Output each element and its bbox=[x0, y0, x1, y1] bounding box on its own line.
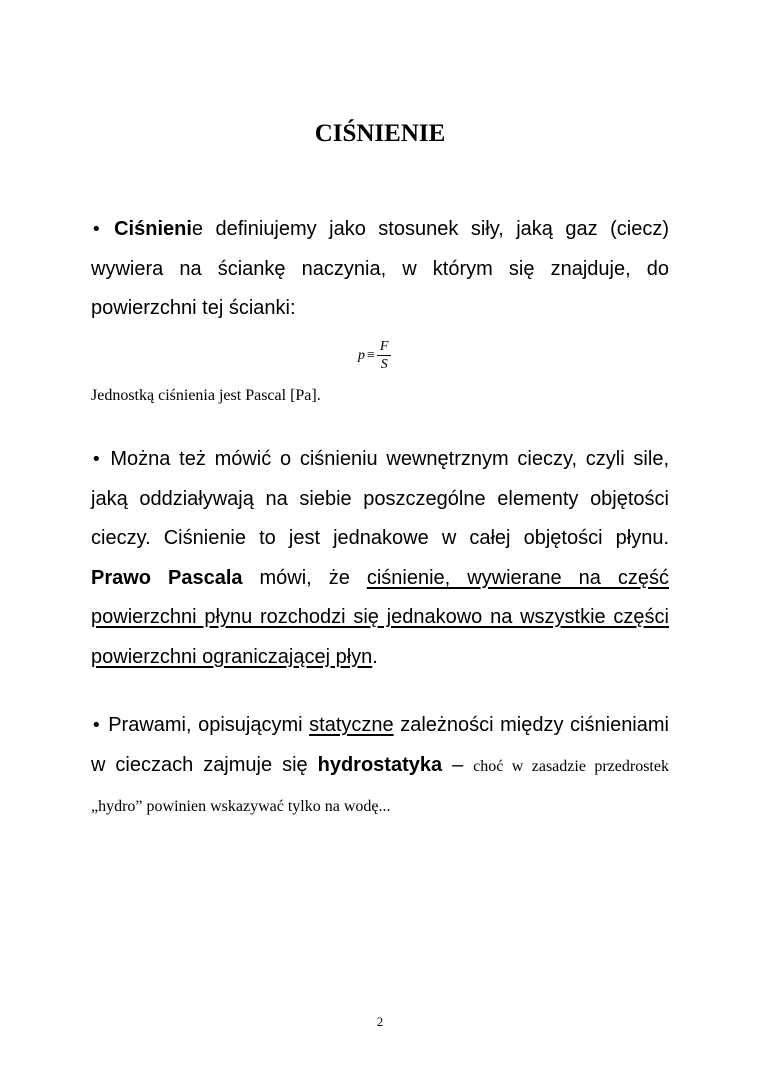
underlined-word-static: statyczne bbox=[309, 714, 394, 736]
paragraph-pascal-law bbox=[91, 440, 669, 677]
paragraph-hydrostatics bbox=[91, 706, 669, 827]
bullet-icon: • bbox=[91, 219, 102, 240]
formula-lhs: p bbox=[358, 347, 365, 363]
page-number: 2 bbox=[376, 1014, 384, 1029]
paragraph-text: mówi, że bbox=[259, 566, 350, 589]
formula-fraction bbox=[377, 338, 392, 373]
underlined-law-statement: ciśnienie, wywierane na część powierzchni płynu rozchodzi się jednakowo na wszystkie części powierzchni ograniczającej płyn bbox=[91, 566, 670, 668]
paragraph-text: zależności między ciśnieniami w cieczach zajmuje się bbox=[91, 714, 669, 776]
page-title: CIŚNIENIE bbox=[314, 120, 446, 147]
paragraph-pressure-definition bbox=[91, 210, 669, 329]
formula-numerator: F bbox=[377, 338, 392, 356]
paragraph-text: . bbox=[372, 645, 378, 668]
formula-operator: ≡ bbox=[367, 347, 375, 363]
note-hydro-prefix: choć w zasadzie przedrostek „hydro” powinien wskazywać tylko na wodę... bbox=[91, 757, 669, 815]
bold-term-pressure: Ciśnieni bbox=[114, 218, 192, 240]
em-dash: – bbox=[452, 753, 464, 776]
bold-term-pascal-law: Prawo Pascala bbox=[91, 566, 243, 589]
bold-term-hydrostatics: hydrostatyka bbox=[317, 753, 443, 776]
paragraph-text: Można też mówić o ciśnieniu wewnętrznym cieczy, czyli sile, jaką oddziaływają na siebie poszczególne elementy objętości cieczy. Ciśnienie to jest jednakowe w całej objętości płynu. bbox=[91, 448, 669, 549]
formula-denominator: S bbox=[380, 357, 388, 372]
unit-sentence: Jednostką ciśnienia jest Pascal [Pa]. bbox=[91, 387, 321, 404]
paragraph-text: e definiujemy jako stosunek siły, jaką gaz (ciecz) wywiera na ściankę naczynia, w którym się znajduje, do powierzchni tej ścianki: bbox=[91, 218, 670, 319]
bullet-icon: • bbox=[91, 449, 102, 470]
bullet-icon: • bbox=[91, 715, 102, 736]
pressure-formula bbox=[358, 338, 391, 373]
paragraph-text: Prawami, opisującymi bbox=[108, 714, 303, 736]
